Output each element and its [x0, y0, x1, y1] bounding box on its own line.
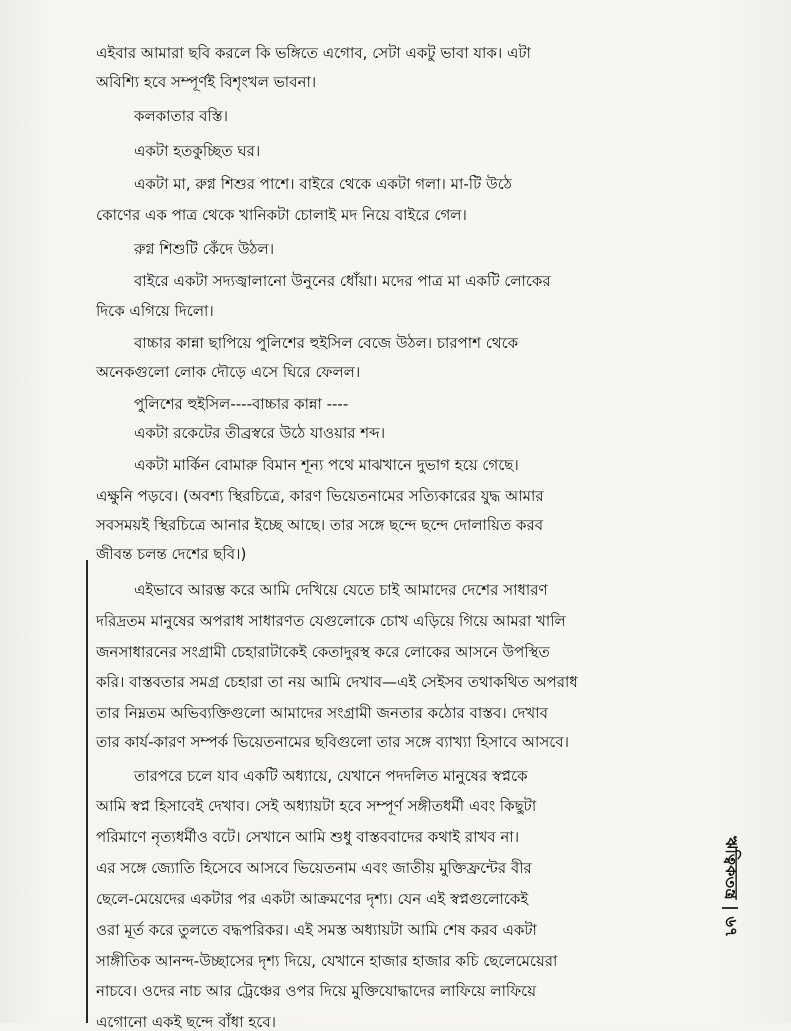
text-line: কোণের এক পাত্র থেকে খানিকটা চোলাই মদ নিয়ে বাইরে গেল। [96, 206, 467, 224]
text-line: বাচ্চার কান্না ছাপিয়ে পুলিশের হুইসিল বেজে উঠল। চারপাশ থেকে [134, 334, 519, 352]
text-line: তার নিম্নতম অভিব্যক্তিগুলো আমাদের সংগ্রামী জনতার কঠোর বাস্তব। দেখাব [96, 704, 548, 722]
text-line: তারপরে চলে যাব একটি অধ্যায়ে, যেখানে পদদলিত মানুষের স্বপ্নকে [134, 767, 528, 785]
text-line: জনসাধারনের সংগ্রামী চেহারাটাকেই কেতাদুরস্থ করে লোকের আসনে উপস্থিত [96, 643, 550, 661]
text-line: পরিমাণে নৃত্যধর্মীও বটে। সেখানে আমি শুধু বাস্তববাদের কথাই রাখব না। [96, 828, 520, 846]
text-line: একটা মা, রুগ্ন শিশুর পাশে। বাইরে থেকে একটা গলা। মা-টি উঠে [134, 175, 512, 193]
text-line: দিকে এগিয়ে দিলো। [96, 302, 214, 320]
text-line: এক্ষুনি পড়বে। (অবশ্য স্থিরচিত্রে, কারণ ভিয়েতনামের সত্যিকারের যুদ্ধ আমার [96, 487, 544, 505]
text-line: এগোনো একই ছন্দে বাঁধা হবে। [96, 1013, 276, 1031]
side-label: ঋত্বিকতন্ত্র | ৬৭ [722, 836, 741, 938]
text-line: তার কার্য-কারণ সম্পর্ক ভিয়েতনামের ছবিগুলো তার সঙ্গে ব্যাখ্যা হিসাবে আসবে। [96, 733, 569, 751]
text-line: সাঙ্গীতিক আনন্দ-উচ্ছাসের দৃশ্য দিয়ে, যেখানে হাজার হাজার কচি ছেলেমেয়েরা [96, 952, 558, 970]
text-line: কলকাতার বস্তি। [134, 107, 228, 125]
text-line: একটা রকেটের তীব্রস্বরে উঠে যাওয়ার শব্দ। [134, 424, 386, 442]
text-line: ছেলে-মেয়েদের একটার পর একটা আক্রমণের দৃশ্য। যেন এই স্বপ্নগুলোকেই [96, 890, 529, 908]
text-line: নাচবে। ওদের নাচ আর ট্রেঞ্চের ওপর দিয়ে মুক্তিযোদ্ধাদের লাফিয়ে লাফিয়ে [96, 982, 537, 1000]
side-running-head [708, 836, 748, 976]
text-line: করি। বাস্তবতার সমগ্র চেহারা তা নয় আমি দেখাব—এই সেইসব তথাকথিত অপরাধ [96, 673, 578, 691]
text-line: আমি স্বপ্ন হিসাবেই দেখাব। সেই অধ্যায়টা হবে সম্পূর্ণ সঙ্গীতধর্মী এবং কিছুটা [96, 797, 537, 815]
text-line: এইবার আমারা ছবি করলে কি ভঙ্গিতে এগোব, সেটা একটু ভাবা যাক। এটা [96, 44, 531, 62]
text-line: একটা মার্কিন বোমারু বিমান শূন্য পথে মাঝখানে দুভাগ হয়ে গেছে। [134, 456, 519, 474]
text-line: এর সঙ্গে জ্যোতি হিসেবে আসবে ভিয়েতনাম এবং জাতীয় মুক্তিফ্রন্টের বীর [96, 859, 532, 877]
text-line: সবসময়ই স্থিরচিত্রে আনার ইচ্ছে আছে। তার সঙ্গে ছন্দে ছন্দে দোলায়িত করব [96, 516, 544, 534]
text-line: রুগ্ন শিশুটি কেঁদে উঠল। [134, 240, 275, 258]
text-line: ওরা মূর্ত করে তুলতে বদ্ধপরিকর। এই সমস্ত অধ্যায়টা আমি শেষ করব একটা [96, 921, 537, 939]
text-line: দরিদ্রতম মানুষের অপরাধ সাধারণত যেগুলোকে চোখ এড়িয়ে গিয়ে আমরা খালি [96, 612, 566, 630]
text-line: বাইরে একটা সদ্যজ্বালানো উনুনের ধোঁয়া। মদের পাত্র মা একটি লোকের [134, 272, 551, 290]
text-line: অনেকগুলো লোক দৌড়ে এসে ঘিরে ফেলল। [96, 363, 361, 381]
text-line: অবিশ্যি হবে সম্পূর্ণই বিশৃংখল ভাবনা। [96, 73, 317, 91]
text-line: পুলিশের হুইসিল----বাচ্চার কান্না ---- [134, 395, 349, 413]
text-line: একটা হতকুচ্ছিত ঘর। [134, 142, 261, 160]
page-edge-line [86, 560, 88, 1023]
text-line: জীবন্ত চলন্ত দেশের ছবি।) [96, 545, 247, 563]
text-line: এইভাবে আরম্ভ করে আমি দেখিয়ে যেতে চাই আমাদের দেশের সাধারণ [134, 581, 548, 599]
